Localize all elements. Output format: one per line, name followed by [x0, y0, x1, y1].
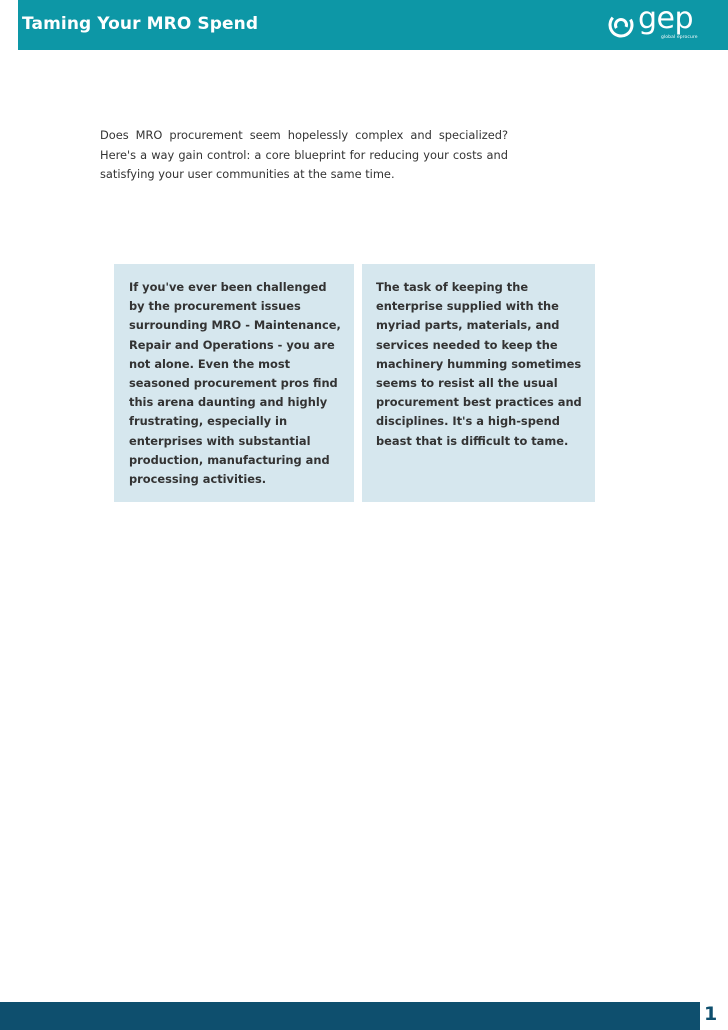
- page-number: 1: [704, 1003, 718, 1025]
- footer-bar: [0, 1002, 700, 1030]
- gep-logo: [608, 1, 708, 46]
- logo-tagline: global eprocure: [661, 35, 698, 40]
- page-title: Taming Your MRO Spend: [22, 14, 259, 34]
- callout-panel-left: [114, 264, 354, 502]
- callout-text-left: If you've ever been challenged by the procurement issues surrounding MRO - Maintenance, Repair and Operations - you are not alone. Even the most seasoned procurement pros find this arena daunting and highly frustrating, especially in enterprises with substantial production, manufacturing and processing activities.: [129, 280, 341, 487]
- gep-swirl-icon: [608, 12, 634, 38]
- logo-wordmark: gep: [638, 1, 694, 36]
- callout-text-right: The task of keeping the enterprise supplied with the myriad parts, materials, and services needed to keep the machinery humming sometimes seems to resist all the usual procurement best practices and disciplines. It's a high-spend beast that is difficult to tame.: [376, 280, 582, 448]
- callout-panel-right: [362, 264, 595, 502]
- intro-paragraph: Does MRO procurement seem hopelessly complex and specialized? Here's a way gain control: a core blueprint for reducing your costs and satisfying your user communities at the same time.: [100, 128, 508, 181]
- header-left-stripe: [0, 0, 18, 50]
